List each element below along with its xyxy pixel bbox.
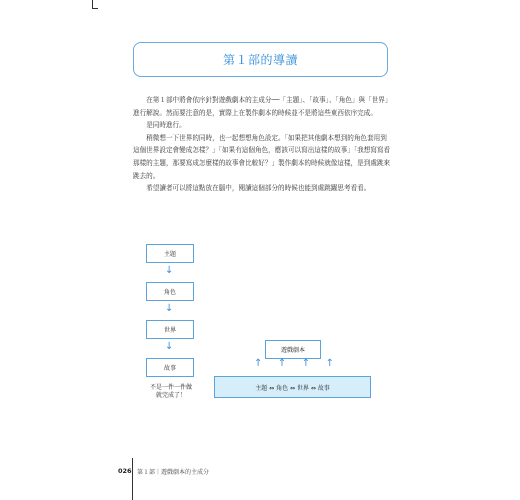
footer-divider: [132, 458, 133, 500]
flow-step-theme: 主題: [146, 244, 194, 263]
combined-elements-box: 主題 ⇔ 角色 ⇔ 世界 ⇔ 故事: [214, 376, 371, 398]
arrow-down-icon: ↓: [165, 303, 174, 314]
crop-mark-horizontal: [92, 8, 98, 9]
arrow-up-icon: ↑: [277, 358, 287, 369]
paragraph: 希望讀者可以將這點放在腦中，閱讀這個部分的時候也能到處跳躍思考看看。: [146, 184, 371, 193]
footer-section-label: 第１部｜遊戲劇本的主成分: [137, 469, 210, 476]
flow-step-character: 角色: [146, 282, 194, 301]
paragraph: 是同時進行。: [146, 121, 186, 130]
arrow-down-icon: ↓: [165, 341, 174, 352]
arrow-up-icon: ↑: [301, 358, 311, 369]
page-number: 026: [118, 467, 132, 475]
arrow-up-icon: ↑: [325, 358, 334, 369]
section-title: 第１部的導讀: [222, 53, 298, 67]
arrow-down-icon: ↓: [165, 265, 174, 276]
flow-step-story: 故事: [146, 358, 194, 377]
body-text: [133, 94, 391, 195]
result-box-game-script: 遊戲劇本: [265, 340, 321, 359]
arrow-up-icon: ↑: [254, 358, 263, 369]
up-arrows: [254, 359, 334, 369]
flow-note: 不是一件一件做 就完成了！: [149, 384, 192, 399]
paragraph: 在第１部中將會依序針對遊戲劇本的主成分──「主題」、「故事」、「角色」與「世界」進行解說。然而要注意的是，實際上在製作劇本的時候並不是將這些東西依序完成。: [133, 96, 389, 117]
section-title-box: [133, 42, 388, 77]
paragraph: 稍微想一下世界的同時，也一起想想角色設定。「如果把其他劇本想到的角色套用到這個世界設定會變成怎樣？」「如果有這個角色，應該可以寫出這樣的故事」「我想寫寫看那樣的主題，那要寫成怎麼樣的故事會比較好？」製作劇本的時候就像這樣，是到處跳來跳去的。: [133, 133, 391, 180]
flow-step-world: 世界: [146, 320, 194, 339]
crop-mark-vertical: [92, 0, 93, 8]
